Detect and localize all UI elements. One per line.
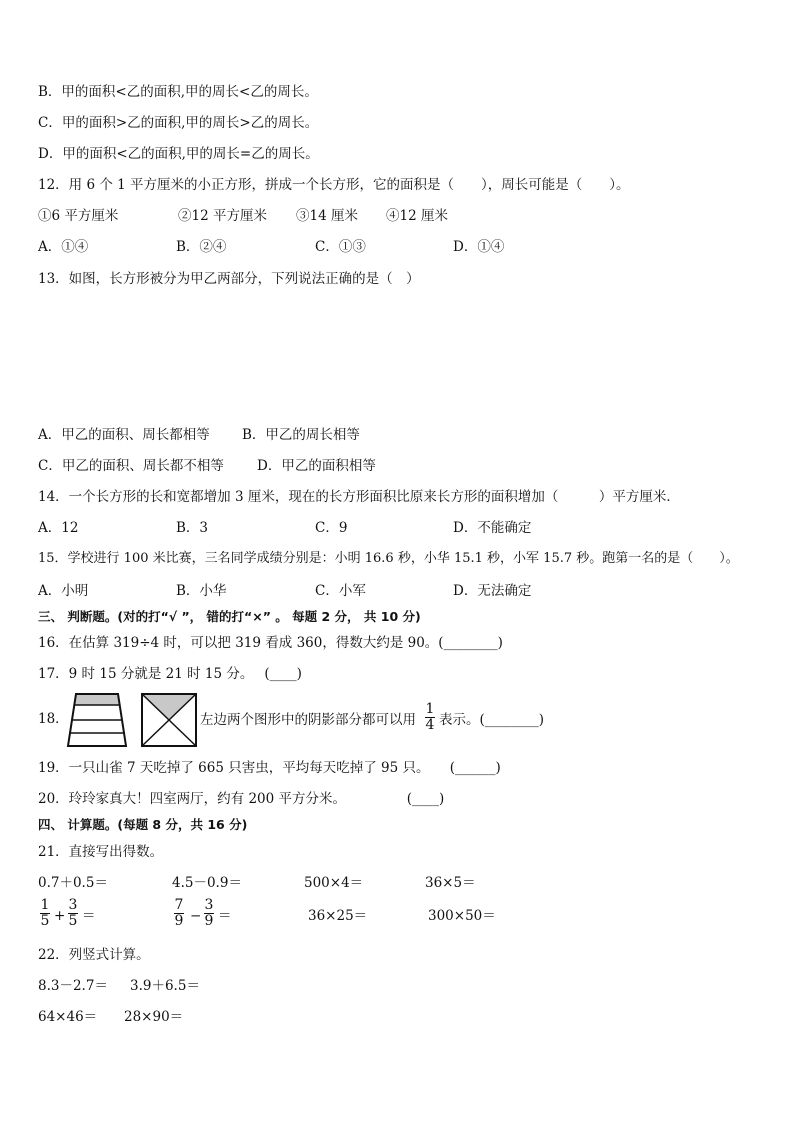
q21-item-2: 4.5－0.9＝: [172, 875, 242, 891]
q22-item-4: 28×90＝: [124, 1009, 184, 1025]
square-figure: [140, 692, 198, 748]
q18-text-before: 左边两个图形中的阴影部分都可以用: [200, 712, 416, 728]
q21-frac1-a: [38, 898, 52, 929]
section-3-heading: 三、 判断题。(对的打“√ ”， 错的打“×” 。 每题 2 分， 共 10 分): [38, 609, 421, 624]
q14-option-b[interactable]: B．3: [176, 520, 209, 536]
q12-choice-2: ②12 平方厘米: [178, 208, 267, 224]
q13-option-d[interactable]: D．甲乙的面积相等: [257, 458, 376, 474]
frac-den: 5: [68, 913, 78, 929]
q21-frac2-eq: ＝: [218, 908, 232, 924]
frac-den: 5: [40, 913, 50, 929]
q11-option-c: C．甲的面积>乙的面积,甲的周长>乙的周长。: [38, 115, 319, 131]
q21-stem: 21．直接写出得数。: [38, 844, 164, 860]
q12-option-d[interactable]: D．①④: [453, 239, 505, 255]
q22-item-3: 64×46＝: [38, 1009, 98, 1025]
q19: 19．一只山雀 7 天吃掉了 665 只害虫，平均每天吃掉了 95 只。 (______): [38, 760, 501, 776]
q22-item-2: 3.9＋6.5＝: [130, 978, 200, 994]
q13-option-b[interactable]: B．甲乙的周长相等: [242, 427, 360, 443]
q11-option-b: B．甲的面积<乙的面积,甲的周长<乙的周长。: [38, 84, 318, 100]
q12-stem: 12．用 6 个 1 平方厘米的小正方形，拼成一个长方形，它的面积是（ ），周长可能是（ ）。: [38, 177, 630, 193]
frac-num: 7: [174, 897, 184, 913]
q22-stem: 22．列竖式计算。: [38, 947, 150, 963]
q16: 16．在估算 319÷4 时，可以把 319 看成 360，得数大约是 90。(________): [38, 635, 503, 651]
trapezoid-figure: [66, 692, 128, 748]
q18-fraction: [424, 702, 436, 733]
q14-option-c[interactable]: C．9: [315, 520, 348, 536]
q21-frac1-b: [66, 898, 80, 929]
q18-frac-num: 1: [425, 701, 435, 717]
section-4-heading: 四、 计算题。(每题 8 分，共 16 分): [38, 817, 248, 832]
q12-choice-4: ④12 厘米: [386, 208, 448, 224]
q12-choice-1: ①6 平方厘米: [38, 208, 119, 224]
q21-item-3: 500×4＝: [304, 875, 364, 891]
q13-option-a[interactable]: A．甲乙的面积、周长都相等: [38, 427, 210, 443]
q15-option-c[interactable]: C．小军: [315, 583, 366, 599]
q13-option-c[interactable]: C．甲乙的面积、周长都不相等: [38, 458, 224, 474]
frac-den: 9: [174, 913, 184, 929]
q14-stem: 14．一个长方形的长和宽都增加 3 厘米，现在的长方形面积比原来长方形的面积增加（ ）平方厘米．: [38, 489, 680, 505]
q18-frac-den: 4: [425, 717, 435, 733]
q12-option-b[interactable]: B．②④: [176, 239, 227, 255]
q21-item-4: 36×5＝: [425, 875, 476, 891]
q18-number: 18．: [38, 711, 69, 727]
q14-option-a[interactable]: A．12: [38, 520, 79, 536]
q15-option-d[interactable]: D．无法确定: [453, 583, 532, 599]
frac-num: 1: [40, 897, 50, 913]
q21-frac1-eq: ＝: [82, 908, 96, 924]
q15-option-a[interactable]: A．小明: [38, 583, 89, 599]
q15-stem: 15．学校进行 100 米比赛，三名同学成绩分别是：小明 16.6 秒，小华 15.1 秒，小军 15.7 秒。跑第一名的是（ ）。: [38, 551, 739, 566]
q22-item-1: 8.3－2.7＝: [38, 978, 108, 994]
q13-stem: 13．如图，长方形被分为甲乙两部分，下列说法正确的是（ ）: [38, 271, 420, 287]
q14-option-d[interactable]: D．不能确定: [453, 520, 532, 536]
q21-frac2-a: [172, 898, 186, 929]
frac-num: 3: [204, 897, 214, 913]
q12-option-a[interactable]: A．①④: [38, 239, 89, 255]
q21-frac2-op: −: [190, 908, 202, 924]
q18-text-after: 表示。(________): [439, 712, 545, 728]
q12-option-c[interactable]: C．①③: [315, 239, 366, 255]
q20: 20．玲玲家真大！四室两厅，约有 200 平方分米。 (____): [38, 791, 445, 807]
q12-choice-3: ③14 厘米: [296, 208, 358, 224]
q11-option-d: D．甲的面积<乙的面积,甲的周长=乙的周长。: [38, 146, 319, 162]
q21-item-1: 0.7＋0.5＝: [38, 875, 108, 891]
q15-option-b[interactable]: B．小华: [176, 583, 227, 599]
q21-item-7: 36×25＝: [308, 908, 368, 924]
q21-frac2-b: [202, 898, 216, 929]
q21-frac1-op: +: [54, 908, 66, 924]
q17: 17．9 时 15 分就是 21 时 15 分。 (____): [38, 666, 302, 682]
frac-num: 3: [68, 897, 78, 913]
frac-den: 9: [204, 913, 214, 929]
q21-item-8: 300×50＝: [428, 908, 496, 924]
